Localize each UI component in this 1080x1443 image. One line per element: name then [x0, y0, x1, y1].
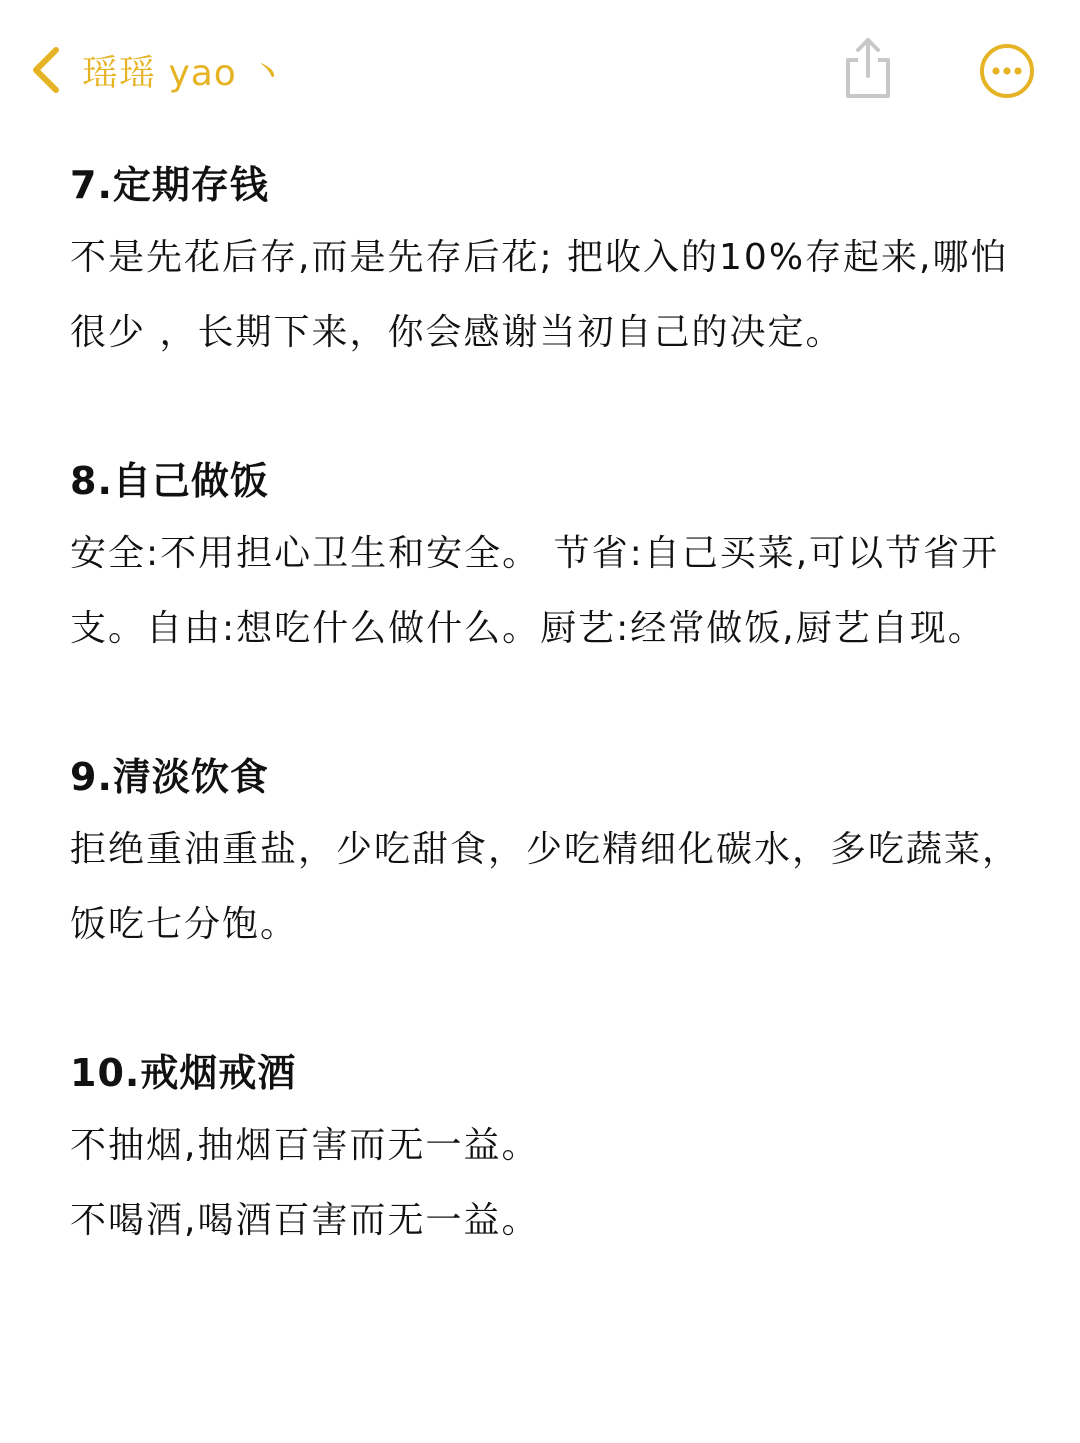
more-icon	[978, 85, 1036, 104]
navigation-bar	[0, 0, 1080, 140]
share-button[interactable]	[840, 36, 896, 102]
section-text: 拒绝重油重盐，少吃甜食，少吃精细化碳水，多吃蔬菜，饭吃七分饱。	[70, 829, 1021, 945]
section-text: 不喝酒,喝酒百害而无一益。	[70, 1200, 540, 1241]
section-quit-smoking-drinking	[70, 1038, 1020, 1258]
section-title: 9.清淡饮食	[70, 755, 269, 799]
section-text: 安全:不用担心卫生和安全。 节省:自己买菜,可以节省开支。自由:想吃什么做什么。厨艺:经常做饭,厨艺自现。	[70, 533, 1000, 649]
section-title: 10.戒烟戒酒	[70, 1051, 297, 1095]
section-cook-yourself	[70, 446, 1020, 666]
section-text: 不抽烟,抽烟百害而无一益。	[70, 1125, 540, 1166]
section-light-diet	[70, 742, 1020, 962]
back-button[interactable]	[28, 40, 286, 100]
section-title: 7.定期存钱	[70, 163, 269, 207]
more-button[interactable]	[978, 42, 1036, 100]
share-icon	[840, 87, 896, 106]
section-save-money	[70, 150, 1020, 370]
chevron-left-icon	[28, 40, 72, 100]
section-text: 不是先花后存,而是先存后花; 把收入的10%存起来,哪怕很少 ，长期下来，你会感谢当初自己的决定。	[70, 237, 1009, 353]
note-content	[70, 150, 1020, 1258]
back-button-label: 瑶瑶 yao 丶	[82, 52, 287, 94]
section-title: 8.自己做饭	[70, 459, 269, 503]
